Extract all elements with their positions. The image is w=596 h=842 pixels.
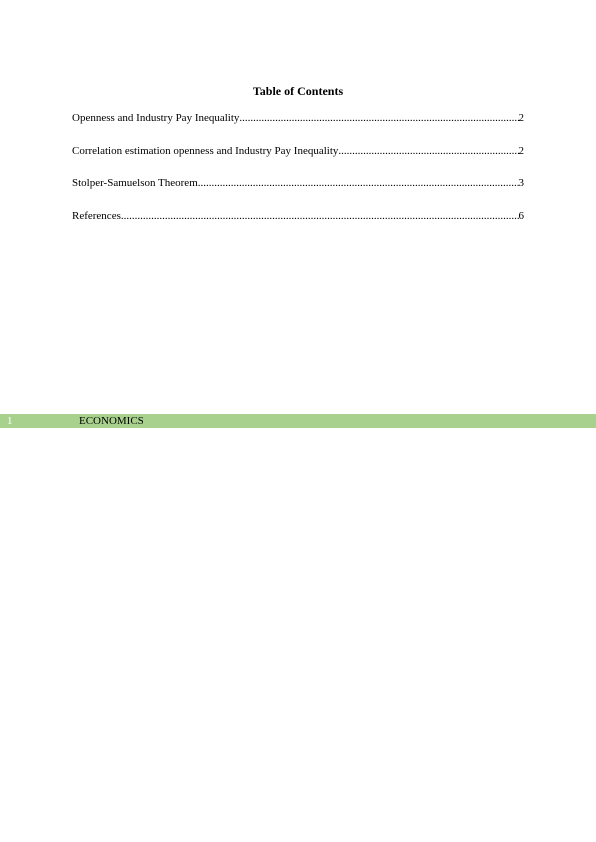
toc-leader-dots [338,145,518,158]
toc-title: Table of Contents [252,84,344,98]
footer-page-number: 1 [7,415,13,427]
footer-band [0,414,596,428]
toc-entry-openness[interactable] [72,112,524,125]
toc-entry-label: Openness and Industry Pay Inequality [72,112,240,124]
toc-entry-label: Stolper-Samuelson Theorem [72,177,198,190]
toc-entry-page: 3 [518,177,524,190]
toc-entry-references[interactable] [72,210,524,223]
toc-entry-stolper-samuelson[interactable] [72,177,524,190]
toc-entry-page: 2 [518,144,524,157]
toc-list [72,112,524,243]
toc-entry-page: 2 [518,112,524,124]
toc-entry-label: References [72,210,121,223]
toc-entry-label: Correlation estimation openness and Industry Pay Inequality [72,144,339,157]
toc-leader-dots [121,210,519,223]
toc-leader-dots [198,177,519,190]
toc-entry-page: 6 [518,210,524,223]
toc-leader-dots [239,112,518,125]
toc-entry-correlation[interactable] [72,145,524,158]
footer-section-name: ECONOMICS [79,415,144,427]
